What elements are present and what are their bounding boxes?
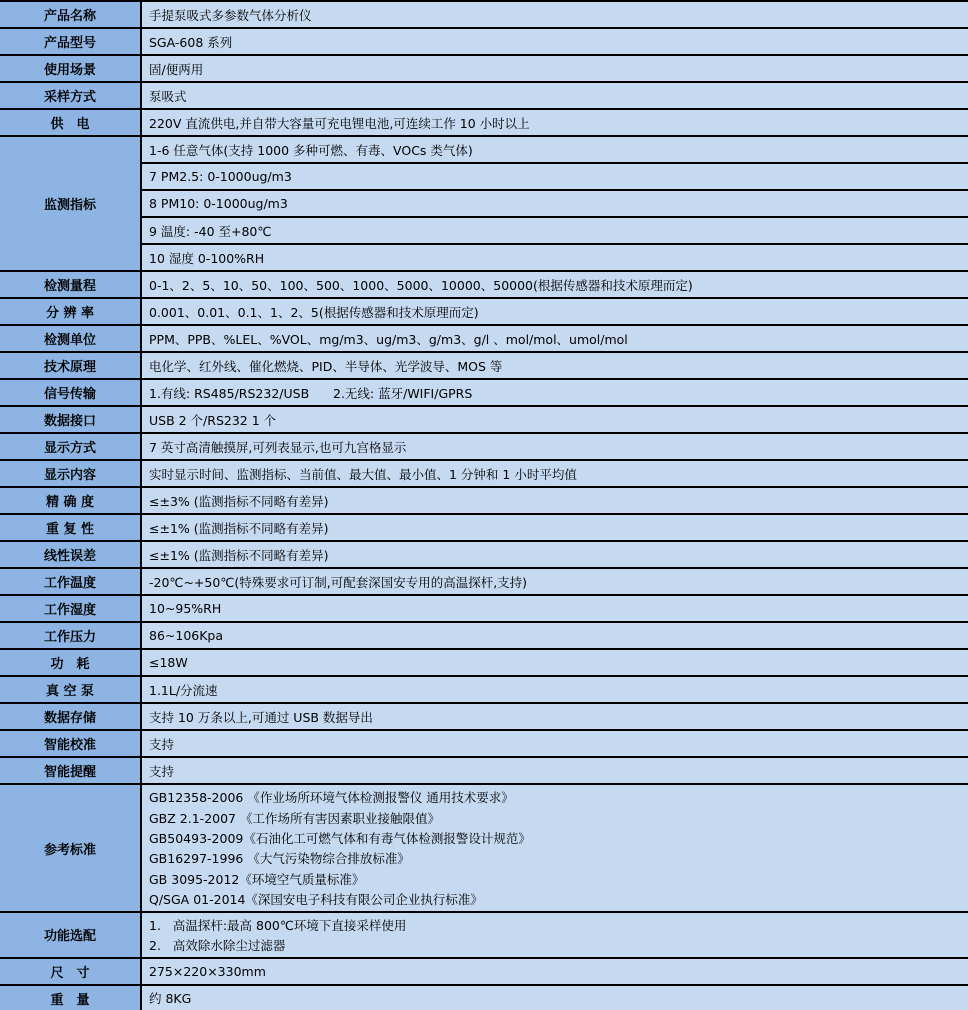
spec-value-working-humidity: 10~95%RH bbox=[142, 596, 968, 621]
spec-row-vacuum-pump bbox=[0, 677, 968, 704]
spec-label-repeatability: 重 复 性 bbox=[0, 515, 142, 540]
spec-row-dimensions bbox=[0, 959, 968, 986]
spec-label-data-interface: 数据接口 bbox=[0, 407, 142, 432]
spec-row-usage-scenario bbox=[0, 56, 968, 83]
spec-label-linearity-error: 线性误差 bbox=[0, 542, 142, 567]
spec-row-detection-units bbox=[0, 326, 968, 353]
spec-value-display-mode: 7 英寸高清触摸屏,可列表显示,也可九宫格显示 bbox=[142, 434, 968, 459]
spec-value-sampling-method: 泵吸式 bbox=[142, 83, 968, 108]
spec-value-working-pressure: 86~106Kpa bbox=[142, 623, 968, 648]
spec-label-detection-range: 检测量程 bbox=[0, 272, 142, 297]
spec-value-line: GBZ 2.1-2007 《工作场所有害因素职业接触限值》 bbox=[149, 810, 440, 826]
spec-label-dimensions: 尺 寸 bbox=[0, 959, 142, 984]
spec-value-line: 9 温度: -40 至+80℃ bbox=[142, 218, 968, 245]
spec-value-technical-principle: 电化学、红外线、催化燃烧、PID、半导体、光学波导、MOS 等 bbox=[142, 353, 968, 378]
spec-value-accuracy: ≤±3% (监测指标不同略有差异) bbox=[142, 488, 968, 513]
spec-row-data-interface bbox=[0, 407, 968, 434]
spec-label-weight: 重 量 bbox=[0, 986, 142, 1010]
spec-label-working-temperature: 工作温度 bbox=[0, 569, 142, 594]
spec-row-technical-principle bbox=[0, 353, 968, 380]
spec-value-line: 1. 高温探杆:最高 800℃环境下直接采样使用 bbox=[149, 918, 407, 934]
spec-value-dimensions: 275×220×330mm bbox=[142, 959, 968, 984]
spec-value-working-temperature: -20℃~+50℃(特殊要求可订制,可配套深国安专用的高温探杆,支持) bbox=[142, 569, 968, 594]
spec-value-display-content: 实时显示时间、监测指标、当前值、最大值、最小值、1 分钟和 1 小时平均值 bbox=[142, 461, 968, 486]
spec-label-product-name: 产品名称 bbox=[0, 2, 142, 27]
spec-row-repeatability bbox=[0, 515, 968, 542]
spec-row-monitoring-indicators bbox=[0, 137, 968, 272]
spec-value-lines-reference-standards bbox=[142, 785, 968, 911]
spec-row-linearity-error bbox=[0, 542, 968, 569]
spec-value-product-model: SGA-608 系列 bbox=[142, 29, 968, 54]
spec-row-accuracy bbox=[0, 488, 968, 515]
spec-label-vacuum-pump: 真 空 泵 bbox=[0, 677, 142, 702]
spec-value-signal-transmission: 1.有线: RS485/RS232/USB 2.无线: 蓝牙/WIFI/GPRS bbox=[142, 380, 968, 405]
spec-value-line: GB16297-1996 《大气污染物综合排放标准》 bbox=[149, 851, 410, 867]
spec-value-smart-reminder: 支持 bbox=[142, 758, 968, 783]
spec-label-display-mode: 显示方式 bbox=[0, 434, 142, 459]
spec-label-technical-principle: 技术原理 bbox=[0, 353, 142, 378]
spec-value-line: 10 湿度 0-100%RH bbox=[149, 250, 265, 266]
spec-value-power-supply: 220V 直流供电,并自带大容量可充电锂电池,可连续工作 10 小时以上 bbox=[142, 110, 968, 135]
spec-value-usage-scenario: 固/便两用 bbox=[142, 56, 968, 81]
spec-label-sampling-method: 采样方式 bbox=[0, 83, 142, 108]
spec-row-detection-range bbox=[0, 272, 968, 299]
spec-row-product-model bbox=[0, 29, 968, 56]
spec-row-working-pressure bbox=[0, 623, 968, 650]
spec-label-data-storage: 数据存储 bbox=[0, 704, 142, 729]
spec-value-line: 2. 高效除水除尘过滤器 bbox=[149, 937, 286, 953]
spec-value-linearity-error: ≤±1% (监测指标不同略有差异) bbox=[142, 542, 968, 567]
spec-label-usage-scenario: 使用场景 bbox=[0, 56, 142, 81]
spec-row-data-storage bbox=[0, 704, 968, 731]
spec-label-display-content: 显示内容 bbox=[0, 461, 142, 486]
spec-row-weight bbox=[0, 986, 968, 1010]
spec-row-smart-calibration bbox=[0, 731, 968, 758]
spec-row-working-humidity bbox=[0, 596, 968, 623]
spec-label-signal-transmission: 信号传输 bbox=[0, 380, 142, 405]
spec-row-optional-features bbox=[0, 913, 968, 958]
spec-value-weight: 约 8KG bbox=[142, 986, 968, 1010]
spec-value-repeatability: ≤±1% (监测指标不同略有差异) bbox=[142, 515, 968, 540]
spec-label-resolution: 分 辨 率 bbox=[0, 299, 142, 324]
spec-value-line: 7 PM2.5: 0-1000ug/m3 bbox=[142, 164, 968, 191]
spec-row-power-consumption bbox=[0, 650, 968, 677]
spec-label-accuracy: 精 确 度 bbox=[0, 488, 142, 513]
spec-label-monitoring-indicators: 监测指标 bbox=[0, 137, 142, 270]
spec-label-power-consumption: 功 耗 bbox=[0, 650, 142, 675]
spec-value-detection-units: PPM、PPB、%LEL、%VOL、mg/m3、ug/m3、g/m3、g/l 、mol/mol、umol/mol bbox=[142, 326, 968, 351]
spec-label-power-supply: 供 电 bbox=[0, 110, 142, 135]
spec-row-smart-reminder bbox=[0, 758, 968, 785]
spec-label-optional-features: 功能选配 bbox=[0, 913, 142, 956]
spec-value-line: GB12358-2006 《作业场所环境气体检测报警仪 通用技术要求》 bbox=[149, 790, 514, 806]
spec-row-power-supply bbox=[0, 110, 968, 137]
spec-subrows-monitoring-indicators bbox=[142, 137, 968, 270]
spec-row-reference-standards bbox=[0, 785, 968, 913]
spec-label-smart-calibration: 智能校准 bbox=[0, 731, 142, 756]
spec-value-product-name: 手提泵吸式多参数气体分析仪 bbox=[142, 2, 968, 27]
spec-value-power-consumption: ≤18W bbox=[142, 650, 968, 675]
spec-value-data-storage: 支持 10 万条以上,可通过 USB 数据导出 bbox=[142, 704, 968, 729]
spec-value-vacuum-pump: 1.1L/分流速 bbox=[142, 677, 968, 702]
spec-label-working-pressure: 工作压力 bbox=[0, 623, 142, 648]
spec-value-resolution: 0.001、0.01、0.1、1、2、5(根据传感器和技术原理而定) bbox=[142, 299, 968, 324]
spec-value-line: GB50493-2009《石油化工可燃气体和有毒气体检测报警设计规范》 bbox=[149, 830, 531, 846]
spec-row-product-name bbox=[0, 2, 968, 29]
spec-row-sampling-method bbox=[0, 83, 968, 110]
spec-value-lines-optional-features bbox=[142, 913, 968, 956]
spec-value-smart-calibration: 支持 bbox=[142, 731, 968, 756]
spec-row-working-temperature bbox=[0, 569, 968, 596]
spec-label-detection-units: 检测单位 bbox=[0, 326, 142, 351]
spec-value-data-interface: USB 2 个/RS232 1 个 bbox=[142, 407, 968, 432]
spec-value-line: Q/SGA 01-2014《深国安电子科技有限公司企业执行标准》 bbox=[149, 891, 483, 907]
spec-value-line: GB 3095-2012《环境空气质量标准》 bbox=[149, 871, 365, 887]
spec-label-working-humidity: 工作湿度 bbox=[0, 596, 142, 621]
spec-row-display-mode bbox=[0, 434, 968, 461]
spec-label-product-model: 产品型号 bbox=[0, 29, 142, 54]
spec-value-detection-range: 0-1、2、5、10、50、100、500、1000、5000、10000、50000(根据传感器和技术原理而定) bbox=[142, 272, 968, 297]
spec-row-display-content bbox=[0, 461, 968, 488]
spec-label-smart-reminder: 智能提醒 bbox=[0, 758, 142, 783]
spec-row-resolution bbox=[0, 299, 968, 326]
spec-label-reference-standards: 参考标准 bbox=[0, 785, 142, 911]
spec-value-line: 1-6 任意气体(支持 1000 多种可燃、有毒、VOCs 类气体) bbox=[142, 137, 968, 164]
spec-value-line: 8 PM10: 0-1000ug/m3 bbox=[142, 191, 968, 218]
spec-row-signal-transmission bbox=[0, 380, 968, 407]
